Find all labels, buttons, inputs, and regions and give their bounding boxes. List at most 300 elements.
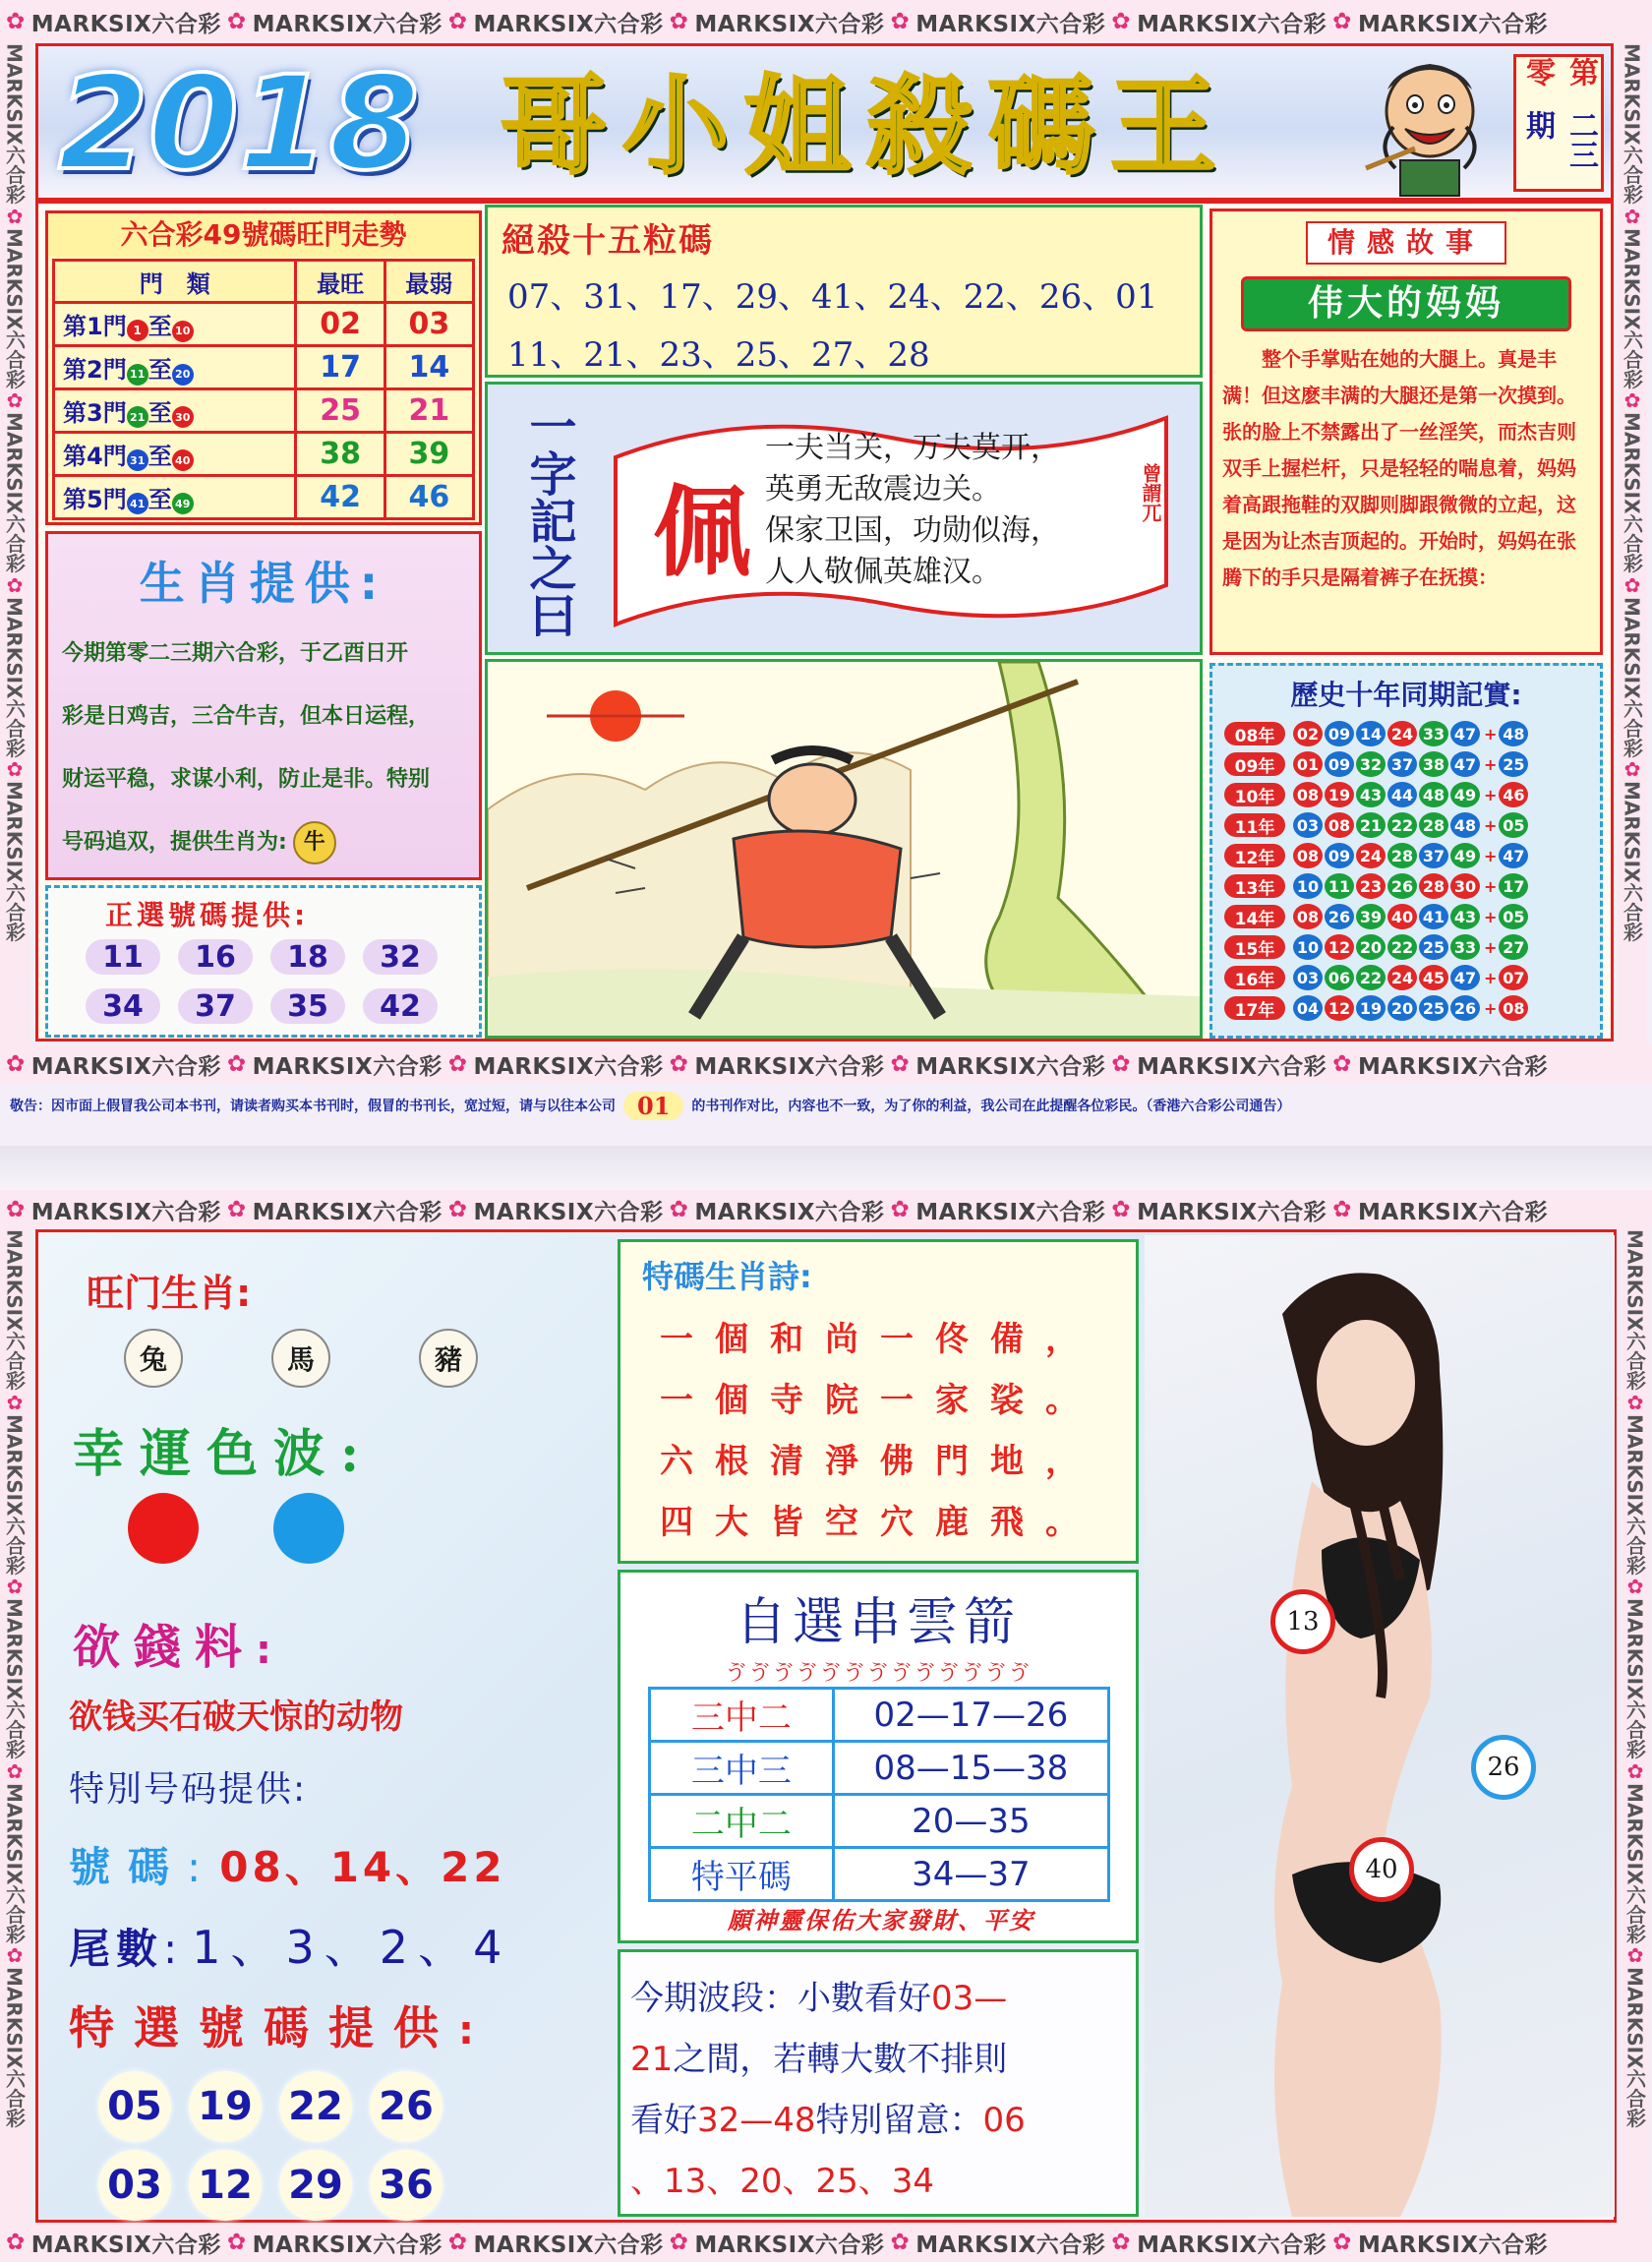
history-ball: 45 (1419, 965, 1448, 990)
history-ball: 19 (1325, 782, 1354, 807)
flower-icon: ✿ (1621, 388, 1644, 413)
zodiac-line: 彩是日鸡吉，三合牛吉，但本日运程， (62, 704, 431, 729)
model-photo (1145, 1235, 1615, 2217)
history-year: 08年 (1224, 722, 1285, 745)
zodiac-line: 号码追双，提供生肖为: (62, 830, 287, 855)
arrow-table-wrap (648, 1687, 1110, 1895)
pick-number: 18 (270, 939, 345, 975)
history-ball: 32 (1356, 751, 1386, 777)
flower-icon: ✿ (6, 1051, 26, 1077)
zodiac-poem-lines (660, 1309, 1136, 1553)
trend-header-cell: 最旺 (296, 261, 384, 303)
strip-text: MARKSIX六合彩 (2, 1229, 27, 1391)
trend-min: 39 (384, 433, 473, 476)
history-ball: 44 (1387, 782, 1417, 807)
wave-p3c: 特別留意： (815, 2101, 983, 2140)
history-row (1224, 749, 1600, 779)
select-grid (98, 2071, 442, 2221)
range-sep: 至 (148, 313, 172, 341)
history-row (1224, 719, 1600, 748)
range-ball: 40 (172, 449, 194, 471)
history-ball: 08 (1325, 812, 1354, 838)
model-photo-panel (1145, 1235, 1615, 2217)
flower-icon: ✿ (447, 2230, 468, 2255)
range-ball: 21 (127, 406, 148, 428)
range-ball: 1 (127, 320, 148, 341)
history-ball: 43 (1450, 904, 1480, 929)
plus-sign: + (1484, 785, 1498, 804)
notice-text-left: 敬告：因市面上假冒我公司本书刊，请读者购买本书刊时，假冒的书刊长，宽过短，请与以往本公司 (10, 1099, 616, 1114)
trend-row (54, 389, 474, 433)
history-special-ball: 25 (1499, 751, 1528, 777)
strip-text: MARKSIX六合彩 (1620, 412, 1644, 573)
trend-row-label (54, 476, 296, 519)
history-ball: 20 (1387, 995, 1417, 1021)
hero-illustration-panel (485, 659, 1203, 1039)
history-ball: 47 (1450, 751, 1480, 777)
door-label: 第5門 (63, 485, 127, 513)
strip-text: MARKSIX六合彩 (1622, 1413, 1647, 1576)
strip-text: MARKSIX六合彩 (1137, 1053, 1328, 1080)
history-ball: 11 (1325, 873, 1354, 899)
history-ball: 25 (1419, 934, 1448, 960)
model-badge: 13 (1270, 1589, 1335, 1654)
word-panel (485, 382, 1203, 655)
strip-text: MARKSIX六合彩 (694, 2232, 885, 2258)
history-special-ball: 05 (1499, 904, 1528, 929)
select-number: 29 (279, 2150, 352, 2221)
flower-icon: ✿ (3, 1758, 27, 1783)
trend-row (54, 303, 474, 346)
strip-text: MARKSIX六合彩 (1620, 781, 1644, 942)
history-ball: 14 (1356, 721, 1386, 746)
strip-text: MARKSIX六合彩 (2, 596, 27, 758)
history-row (1224, 932, 1600, 962)
zodiac-panel (45, 531, 482, 880)
trend-max: 17 (296, 346, 384, 389)
picks-grid (86, 939, 459, 1024)
flower-icon: ✿ (1111, 1197, 1132, 1222)
plus-sign: + (1484, 937, 1498, 957)
trend-max: 38 (296, 433, 384, 476)
arrow-label: 特平碼 (650, 1848, 834, 1901)
history-ball: 30 (1450, 873, 1480, 899)
history-ball: 24 (1387, 721, 1417, 746)
flower-icon: ✿ (3, 1575, 27, 1599)
arrow-value: 08—15—38 (833, 1742, 1108, 1795)
history-ball: 47 (1450, 965, 1480, 990)
trend-row (54, 433, 474, 476)
select-title-row (69, 1993, 474, 2057)
pick-number: 42 (363, 988, 438, 1024)
history-ball: 10 (1293, 873, 1323, 899)
poem-line: 一夫当关，万夫莫开， (765, 431, 1060, 465)
arrow-label: 三中三 (650, 1742, 834, 1795)
strip-text: MARKSIX六合彩 (252, 11, 442, 37)
story-label: 情感故事 (1306, 221, 1506, 265)
story-panel (1210, 208, 1603, 655)
history-ball: 40 (1387, 904, 1417, 929)
strip-text: MARKSIX六合彩 (2, 1782, 27, 1944)
arrow-value: 02—17—26 (833, 1689, 1108, 1742)
pick-number: 11 (86, 939, 160, 975)
flower-icon: ✿ (3, 388, 27, 413)
plus-sign: + (1484, 754, 1498, 774)
trend-row (54, 346, 474, 389)
wave-line-4 (630, 2151, 1126, 2212)
zodiac-poem-title: 特碼生肖詩: (642, 1258, 812, 1295)
history-title: 歷史十年同期記實: (1290, 679, 1522, 711)
ox-badge: 牛 (293, 821, 336, 864)
strip-text: MARKSIX六合彩 (1137, 11, 1328, 37)
arrow-row (650, 1795, 1109, 1848)
history-special-ball: 46 (1499, 782, 1528, 807)
model-badge: 40 (1349, 1837, 1414, 1902)
strip-text: MARKSIX六合彩 (2, 412, 27, 573)
history-ball: 10 (1293, 934, 1323, 960)
history-ball: 03 (1293, 812, 1323, 838)
strip-text: MARKSIX六合彩 (1620, 596, 1644, 758)
history-ball: 26 (1325, 904, 1354, 929)
strip-text: MARKSIX六合彩 (252, 2232, 442, 2258)
strip-text: MARKSIX六合彩 (1357, 1199, 1549, 1225)
history-ball: 49 (1450, 782, 1480, 807)
notice-number: 01 (623, 1092, 683, 1120)
flower-icon: ✿ (669, 9, 689, 34)
history-year: 16年 (1224, 966, 1285, 989)
flower-icon: ✿ (447, 1051, 468, 1077)
history-ball: 38 (1419, 751, 1448, 777)
kill-title: 絕殺十五粒碼 (502, 221, 714, 261)
word-big-char: 佩 (653, 474, 751, 590)
history-ball: 48 (1450, 812, 1480, 838)
history-ball: 12 (1325, 934, 1354, 960)
code-colon: : (187, 1843, 202, 1891)
range-sep: 至 (148, 442, 172, 470)
flower-icon: ✿ (3, 1390, 27, 1414)
tail-colon: : (163, 1925, 178, 1973)
history-special-ball: 07 (1499, 965, 1528, 990)
wave-p3b: 32—48 (697, 2101, 816, 2140)
wave-color-title: 幸運色波: (73, 1424, 376, 1484)
history-special-ball: 05 (1499, 812, 1528, 838)
history-ball: 43 (1356, 782, 1386, 807)
range-ball: 49 (172, 493, 194, 514)
hero-illustration (488, 662, 1200, 1036)
kill-line-1: 07、31、17、29、41、24、22、26、01 (507, 277, 1158, 317)
arrow-blessing: 願神靈保佑大家發財、平安 (728, 1907, 1034, 1935)
history-ball: 26 (1450, 995, 1480, 1021)
flower-icon: ✿ (1111, 1051, 1132, 1077)
pick-number: 37 (178, 988, 253, 1024)
word-poem (765, 428, 1060, 593)
blue-wave-dot (273, 1493, 344, 1564)
flower-icon: ✿ (447, 1197, 468, 1222)
strip-text: MARKSIX六合彩 (2, 227, 27, 389)
strip-text: MARKSIX六合彩 (2, 1598, 27, 1759)
strip-text: MARKSIX六合彩 (1622, 1598, 1647, 1759)
trend-min: 14 (384, 346, 473, 389)
history-year: 17年 (1224, 996, 1285, 1020)
arrow-label: 三中二 (650, 1689, 834, 1742)
brand-strip-bottom-right (1621, 1229, 1650, 2223)
strip-text: MARKSIX六合彩 (1622, 1782, 1647, 1944)
history-year: 09年 (1224, 752, 1285, 776)
history-ball: 22 (1387, 934, 1417, 960)
range-ball: 20 (172, 364, 194, 386)
history-ball: 22 (1387, 812, 1417, 838)
strip-text: MARKSIX六合彩 (1622, 1967, 1647, 2128)
trend-row-label (54, 389, 296, 433)
tail-label: 尾數 (69, 1925, 164, 1973)
brand-strip-right (1618, 43, 1647, 1046)
select-number: 03 (98, 2150, 171, 2221)
history-ball: 09 (1325, 843, 1354, 868)
kill-panel (485, 205, 1203, 378)
zodiac-poem-line: 一個寺院一家裟。 (660, 1381, 1100, 1420)
poem-line: 保家卫国，功勋似海， (765, 513, 1060, 548)
history-panel (1210, 663, 1603, 1039)
flower-icon: ✿ (3, 1943, 27, 1968)
flower-icon: ✿ (6, 9, 26, 34)
flower-icon: ✿ (447, 9, 468, 34)
history-ball: 06 (1325, 965, 1354, 990)
mascot-illustration (1356, 50, 1504, 198)
money-colon: : (256, 1628, 272, 1673)
trend-min: 03 (384, 303, 473, 346)
flower-icon: ✿ (1332, 1051, 1352, 1077)
flower-icon: ✿ (226, 2230, 247, 2255)
history-list (1212, 719, 1600, 1023)
kill-line-2: 11、21、23、25、27、28 (507, 335, 930, 375)
flower-icon: ✿ (669, 2230, 689, 2255)
model-badge: 26 (1471, 1735, 1536, 1800)
arrow-table (648, 1687, 1110, 1902)
history-ball: 26 (1387, 873, 1417, 899)
flower-icon: ✿ (890, 2230, 911, 2255)
range-ball: 41 (127, 493, 148, 514)
history-special-ball: 27 (1499, 934, 1528, 960)
strip-text: MARKSIX六合彩 (252, 1053, 442, 1080)
brand-strip-bottom-top (0, 1190, 1652, 1229)
pick-number: 16 (178, 939, 253, 975)
history-ball: 33 (1419, 721, 1448, 746)
zodiac-poem-line: 六根清淨佛門地， (660, 1442, 1100, 1481)
flower-icon: ✿ (6, 1197, 26, 1222)
wave-line-3 (630, 2090, 1126, 2151)
range-ball: 11 (127, 364, 148, 386)
code-row (69, 1835, 506, 1894)
strip-text: MARKSIX六合彩 (30, 1053, 221, 1080)
notice-line (10, 1084, 1642, 1127)
lucky-title: 旺门生肖: (87, 1272, 252, 1315)
flower-icon: ✿ (226, 1051, 247, 1077)
strip-text: MARKSIX六合彩 (1620, 43, 1644, 205)
flower-icon: ✿ (226, 9, 247, 34)
trend-table (52, 259, 475, 520)
history-ball: 20 (1356, 934, 1386, 960)
strip-text: MARKSIX六合彩 (915, 1053, 1106, 1080)
range-ball: 31 (127, 449, 148, 471)
history-ball: 08 (1293, 843, 1323, 868)
wave-p3a: 看好 (630, 2101, 697, 2140)
strip-text: MARKSIX六合彩 (30, 1199, 221, 1225)
strip-text: MARKSIX六合彩 (30, 11, 221, 37)
history-ball: 33 (1450, 934, 1480, 960)
strip-text: MARKSIX六合彩 (2, 1413, 27, 1576)
trend-max: 02 (296, 303, 384, 346)
tail-row (69, 1912, 511, 1977)
history-row (1224, 902, 1600, 931)
trend-header-cell: 門 類 (54, 261, 296, 303)
header-banner (35, 43, 1614, 201)
range-sep: 至 (148, 485, 172, 513)
history-special-ball: 48 (1499, 721, 1528, 746)
door-label: 第3門 (63, 398, 127, 427)
word-signature: 曾謂兀 (1139, 463, 1162, 522)
money-title-row (73, 1609, 271, 1677)
flower-icon: ✿ (1332, 9, 1352, 34)
wave-line-1 (630, 1968, 1126, 2029)
arrow-row (650, 1742, 1109, 1795)
trend-min: 46 (384, 476, 473, 519)
history-ball: 09 (1325, 721, 1354, 746)
issue-prefix: 第零 (1520, 57, 1598, 87)
notice-text-right: 的书刊作对比，内容也不一致，为了你的利益，我公司在此提醒各位彩民。（香港六合彩公司通告） (691, 1099, 1291, 1114)
history-year: 12年 (1224, 844, 1285, 867)
arrow-label: 二中二 (650, 1795, 834, 1848)
history-ball: 49 (1450, 843, 1480, 868)
special-title: 特別号码提供: (69, 1769, 308, 1810)
story-title: 伟大的妈妈 (1241, 276, 1571, 331)
strip-text: MARKSIX六合彩 (1357, 11, 1549, 37)
flower-icon: ✿ (890, 1197, 911, 1222)
trend-row (54, 476, 474, 519)
plus-sign: + (1484, 907, 1498, 926)
history-row (1224, 841, 1600, 870)
arrow-row (650, 1848, 1109, 1901)
brand-strip-bottom-end (0, 2223, 1652, 2262)
history-ball: 41 (1419, 904, 1448, 929)
zodiac-title: 生肖提供: (139, 557, 388, 610)
picks-title: 正選號碼提供: (105, 899, 310, 931)
page-title: 哥小姐殺碼王 (501, 65, 1233, 189)
strip-text: MARKSIX六合彩 (915, 2232, 1106, 2258)
brand-strip-top (0, 0, 1652, 43)
brand-strip-bottom-left (0, 1229, 30, 2223)
zodiac-text (48, 613, 479, 874)
trend-row-label (54, 303, 296, 346)
flower-icon: ✿ (890, 9, 911, 34)
trend-row-label (54, 433, 296, 476)
page-gap (0, 1146, 1652, 1190)
wave-text (620, 1952, 1136, 2212)
money-title: 欲錢料 (73, 1620, 257, 1675)
history-ball: 24 (1387, 965, 1417, 990)
pig-icon: 豬 (419, 1329, 478, 1388)
history-year: 11年 (1224, 813, 1285, 837)
strip-text: MARKSIX六合彩 (1137, 2232, 1328, 2258)
history-row (1224, 871, 1600, 901)
strip-text: MARKSIX六合彩 (2, 781, 27, 942)
rabbit-icon: 兔 (124, 1329, 183, 1388)
issue-suffix: 二三期 (1520, 109, 1598, 169)
flower-icon: ✿ (1111, 9, 1132, 34)
strip-text: MARKSIX六合彩 (1620, 227, 1644, 389)
flower-icon: ✿ (1332, 1197, 1352, 1222)
poem-line: 人人敬佩英雄汉。 (765, 555, 1001, 589)
select-title: 特選號碼提供 (69, 2001, 458, 2054)
arrow-deco: ゔゔゔゔゔゔゔゔゔゔゔゔゔ (724, 1661, 1032, 1686)
history-row (1224, 780, 1600, 809)
flower-icon: ✿ (1623, 1575, 1647, 1599)
history-special-ball: 08 (1499, 995, 1528, 1021)
strip-text: MARKSIX六合彩 (1357, 1053, 1549, 1080)
wave-p3d: 06 (982, 2101, 1026, 2140)
arrow-title: 自選串雲箭 (735, 1593, 1021, 1652)
wave-p2a: 21 (630, 2040, 674, 2079)
strip-text: MARKSIX六合彩 (1137, 1199, 1328, 1225)
zodiac-last-line (62, 811, 465, 874)
flower-icon: ✿ (890, 1051, 911, 1077)
story-text: 整个手掌贴在她的大腿上。真是丰满！但这麽丰满的大腿还是第一次摸到。张的脸上不禁露出了一丝淫笑，而杰吉则双手上握栏杆，只是轻轻的喘息着，妈妈着高跟拖鞋的双脚则脚跟微微的立起，这是因为让杰吉顶起的。开始时，妈妈在张腾下的手只是隔着裤子在抚摸： (1222, 347, 1576, 589)
wave-color-dots (128, 1493, 344, 1564)
wave-p1b: 03— (931, 1979, 1008, 2018)
history-row (1224, 993, 1600, 1023)
history-row (1224, 810, 1600, 840)
history-ball: 09 (1325, 751, 1354, 777)
plus-sign: + (1484, 968, 1498, 987)
poem-line: 英勇无敌震边关。 (765, 472, 1001, 506)
zodiac-line: 今期第零二三期六合彩，于乙酉日开 (62, 641, 409, 666)
flower-icon: ✿ (1621, 757, 1644, 782)
select-number: 05 (98, 2071, 171, 2142)
trend-title: 六合彩49號碼旺門走勢 (48, 213, 479, 257)
door-label: 第2門 (63, 356, 127, 384)
history-ball: 28 (1419, 812, 1448, 838)
flower-icon: ✿ (1623, 1943, 1647, 1968)
history-special-ball: 47 (1499, 843, 1528, 868)
horse-icon: 馬 (271, 1329, 330, 1388)
flower-icon: ✿ (3, 572, 27, 597)
arrow-row (650, 1689, 1109, 1742)
history-ball: 48 (1419, 782, 1448, 807)
strip-text: MARKSIX六合彩 (694, 1053, 885, 1080)
wave-line-2 (630, 2029, 1126, 2090)
range-sep: 至 (148, 398, 172, 427)
year-logo: 2018 (58, 48, 420, 200)
flower-icon: ✿ (1621, 204, 1644, 228)
history-year: 14年 (1224, 905, 1285, 928)
tail-numbers: 1、3、2、4 (192, 1921, 512, 1974)
range-ball: 10 (172, 321, 194, 342)
pick-number: 35 (270, 988, 345, 1024)
pick-number: 34 (86, 988, 160, 1024)
strip-text: MARKSIX六合彩 (1357, 2232, 1549, 2258)
select-number: 22 (279, 2071, 352, 2142)
strip-text: MARKSIX六合彩 (30, 2232, 221, 2258)
trend-max: 25 (296, 389, 384, 433)
lucky-animals (124, 1329, 478, 1388)
select-number: 19 (189, 2071, 262, 2142)
strip-text: MARKSIX六合彩 (2, 43, 27, 205)
history-ball: 21 (1356, 812, 1386, 838)
history-ball: 08 (1293, 904, 1323, 929)
strip-text: MARKSIX六合彩 (473, 2232, 664, 2258)
history-ball: 23 (1356, 873, 1386, 899)
arrow-value: 34—37 (833, 1848, 1108, 1901)
code-numbers: 08、14、22 (219, 1843, 506, 1891)
